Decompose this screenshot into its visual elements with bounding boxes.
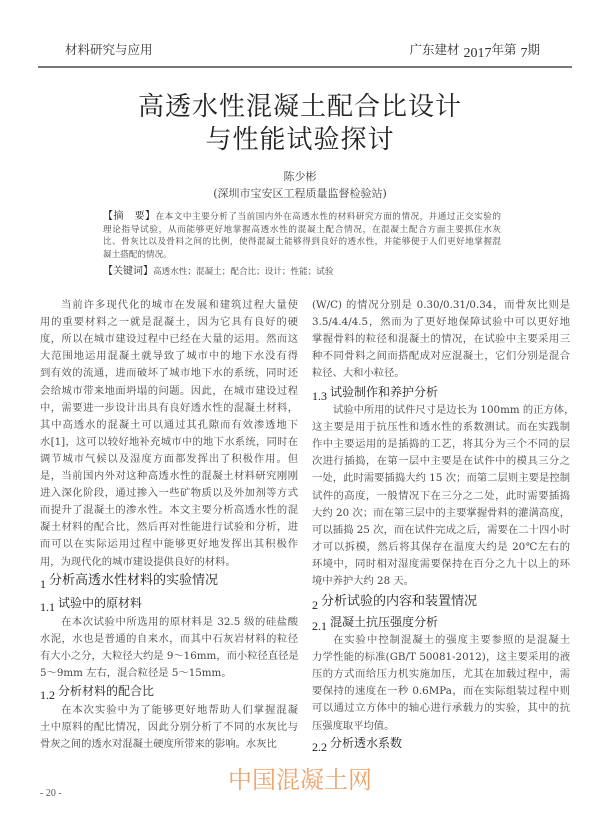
paragraph-line: 掌握骨料的粒径和混凝土的情况，在试验中主要采用三	[312, 333, 570, 346]
section-title: 试验中的原材料	[58, 596, 143, 610]
affiliation: (深圳市宝安区工程质量监督检验站)	[213, 187, 387, 200]
paragraph-line: 度，所以在城市建设过程中已经在大量的运用。然而这	[40, 333, 298, 346]
paragraph-line: 可以插捣 25 次，而在试件完成之后，需要在二十四小时	[312, 523, 570, 536]
paragraph-line: 次进行插捣，在第一层中主要是在试件中的模具三分之	[312, 455, 570, 468]
journal-year: 2017	[463, 46, 492, 61]
section-heading	[312, 613, 439, 633]
paragraph-line: 试件的高度，一般情况下在三分之二处，此时需要插捣	[312, 489, 570, 502]
paragraph-line: 境中养护大约 28 天。	[312, 575, 415, 587]
title-line-2: 与性能试验探讨	[205, 125, 395, 155]
paragraph-line: 3.5/4.4/4.5，然而为了更好地保障试验中可以更好地	[312, 316, 570, 329]
keywords	[103, 266, 501, 279]
title-line-1: 高透水性混凝土配合比设计	[137, 92, 462, 122]
paragraph-line: 大范围地运用混凝土就导致了城市中的地下水没有得	[40, 350, 298, 363]
section-heading	[40, 682, 155, 702]
paragraph-line: 在实验中控制混凝土的强度主要参照的是混凝土	[333, 634, 570, 646]
paragraph-line: 当前许多现代化的城市在发展和建筑过程大量使	[61, 299, 298, 311]
paragraph-line: 大约 20 次；而在第三层中的主要掌握骨料的灌满高度，	[312, 506, 570, 519]
paragraph-line: 是，当前国内外对这种高透水性的混凝土材料研究刚刚	[40, 470, 298, 482]
section-heading	[312, 590, 478, 612]
paragraph-line: 这主要是用于抗压性和透水性的系数测试。而在实践制	[312, 421, 570, 434]
paragraph-line: 而提升了混凝土的渗水性。本文主要分析高透水性的混	[40, 504, 298, 517]
watermark: 中国混凝土网	[228, 766, 372, 794]
paragraph-line: 进入深化阶段，通过掺入一些矿物质以及外加剂等方式	[40, 487, 298, 500]
paragraph-line: 5～9mm 左右，混合粒径是 5～15mm。	[40, 667, 232, 680]
paragraph-line: 水泥，水也是普通的自来水，而其中石灰岩材料的粒径	[40, 633, 298, 646]
section-title: 分析材料的配合比	[58, 684, 155, 698]
paragraph-line: 作中主要运用的是插捣的工艺，将其分为三个不同的层	[312, 438, 570, 451]
abstract-text: 理论指导试验，从而能够更好地掌握高透水性的混凝土配合情况，在混凝土配合方面主要抓住水灰	[103, 224, 501, 235]
section-title: 分析试验的内容和装置情况	[321, 594, 478, 609]
paragraph-line: 压的方式而给压力机实施加压，尤其在加载过程中，需	[312, 668, 570, 681]
running-header-section: 材料研究与应用	[65, 42, 153, 57]
abstract-line	[103, 224, 501, 237]
section-heading	[40, 594, 143, 614]
section-title: 试验制作和养护分析	[330, 385, 439, 399]
paragraph-line: 用，为现代化的城市建设提供良好的材料。	[40, 555, 236, 568]
paragraph-line: (W/C) 的情况分别是 0.30/0.31/0.34，而骨灰比则是	[312, 299, 570, 311]
paragraph-line: 而可以在实际运用过程中能够更好地发挥出其积极作	[40, 538, 298, 551]
paragraph-line: 骨灰之间的透水对混凝土硬度所带来的影响。水灰比	[40, 738, 277, 751]
paragraph-line: 在本次试验中所选用的原材料是 32.5 级的硅盐酸	[61, 616, 298, 628]
abstract-line	[103, 211, 501, 224]
paragraph-line: 在本次实验中为了能够更好地帮助人们掌握混凝	[61, 704, 298, 716]
section-number: 2.2	[312, 740, 327, 754]
section-number: 1	[40, 577, 46, 591]
section-heading	[312, 383, 439, 403]
paragraph-line: 土中原料的配比情况，因此分别分析了不同的水灰比与	[40, 721, 298, 734]
journal-name: 广东建材	[409, 42, 460, 57]
abstract-text: 凝土搭配的情况。	[103, 249, 172, 260]
author: 陈少彬	[283, 170, 317, 183]
paragraph-line: 要保持的速度在一秒 0.6MPa，而在实际组装过程中则	[312, 685, 570, 698]
paragraph-line: 压强度取平均值。	[312, 719, 395, 732]
abstract-line	[103, 249, 501, 262]
section-number: 1.1	[40, 600, 55, 614]
paragraph-line: 用的重要材料之一就是混凝土，因为它具有良好的硬	[40, 316, 298, 329]
paragraph-line: 其中高透水的混凝土可以通过其孔隙而有效渗透地下	[40, 418, 298, 431]
section-title: 混凝土抗压强度分析	[330, 615, 439, 629]
keywords-text: 高透水性；混凝土；配合比；设计；性能；试验	[153, 267, 334, 277]
paragraph-line: 会给城市带来地面坍塌的问题。因此，在城市建设过程	[40, 384, 298, 397]
journal-issue: 7	[520, 46, 528, 61]
paragraph-line: 可以通过立方体中的轴心进行承载力的实验，其中的抗	[312, 702, 570, 715]
section-number: 1.3	[312, 389, 327, 403]
paragraph-line: 凝土材料的配合比，然后再对性能进行试验和分析，进	[40, 521, 298, 534]
header-rule	[38, 66, 572, 68]
section-number: 2.1	[312, 619, 327, 633]
paragraph-line: 才可以拆模，然后将其保存在温度大约是 20℃左右的	[312, 540, 570, 553]
abstract-line	[103, 236, 501, 249]
section-heading	[40, 569, 219, 591]
running-header-journal	[409, 40, 540, 59]
paragraph-line: 试验中所用的试件尺寸是边长为 100mm 的正方体，	[333, 404, 575, 416]
paragraph-line: 到有效的流通，进而破坏了城市地下水的系统，同时还	[40, 367, 298, 380]
paragraph-line: 一处，此时需要插捣大约 15 次；而第二层则主要是控制	[312, 472, 570, 485]
paragraph-line: 中，需要进一步设计出具有良好透水性的混凝土材料，	[40, 401, 298, 414]
abstract-text: 比、骨灰比以及骨料之间的比例，使得混凝土能够得到良好的透水性，并能够便于人们更好地掌握混	[103, 237, 501, 248]
journal-year-suffix: 年第	[491, 42, 517, 57]
section-number: 2	[312, 598, 318, 612]
section-title: 分析高透水性材料的实验情况	[49, 573, 219, 588]
abstract-text: 在本文中主要分析了当前国内外在高透水性的材料研究方面的情况，并通过正交实验的	[155, 212, 501, 222]
page-number: - 20 -	[40, 788, 62, 799]
paragraph-line: 种不同骨料之间而搭配成对应混凝土，它们分别是混合	[312, 350, 570, 363]
section-number: 1.2	[40, 688, 55, 702]
paragraph-line: 调节城市气候以及湿度方面都发挥出了积极作用。但	[40, 452, 298, 465]
paragraph-line: 水[1]，这可以较好地补充城市中的地下水系统，同时在	[40, 435, 298, 448]
journal-issue-suffix: 期	[527, 42, 540, 57]
paragraph-line: 有大小之分，大粒径大约是 9～16mm，而小粒径直径是	[40, 650, 299, 663]
paragraph-line: 环境中，同时相对湿度需要保持在百分之九十以上的环	[312, 557, 570, 570]
keywords-label: 【关键词】	[103, 266, 153, 277]
abstract-label: 【摘 要】	[103, 211, 156, 222]
paragraph-line: 力学性能的标准(GB/T 50081-2012)，这主要采用的液	[312, 651, 570, 664]
paragraph-line: 粒径、大和小粒径。	[312, 367, 405, 380]
section-title: 分析透水系数	[330, 736, 403, 750]
section-heading	[312, 734, 403, 754]
